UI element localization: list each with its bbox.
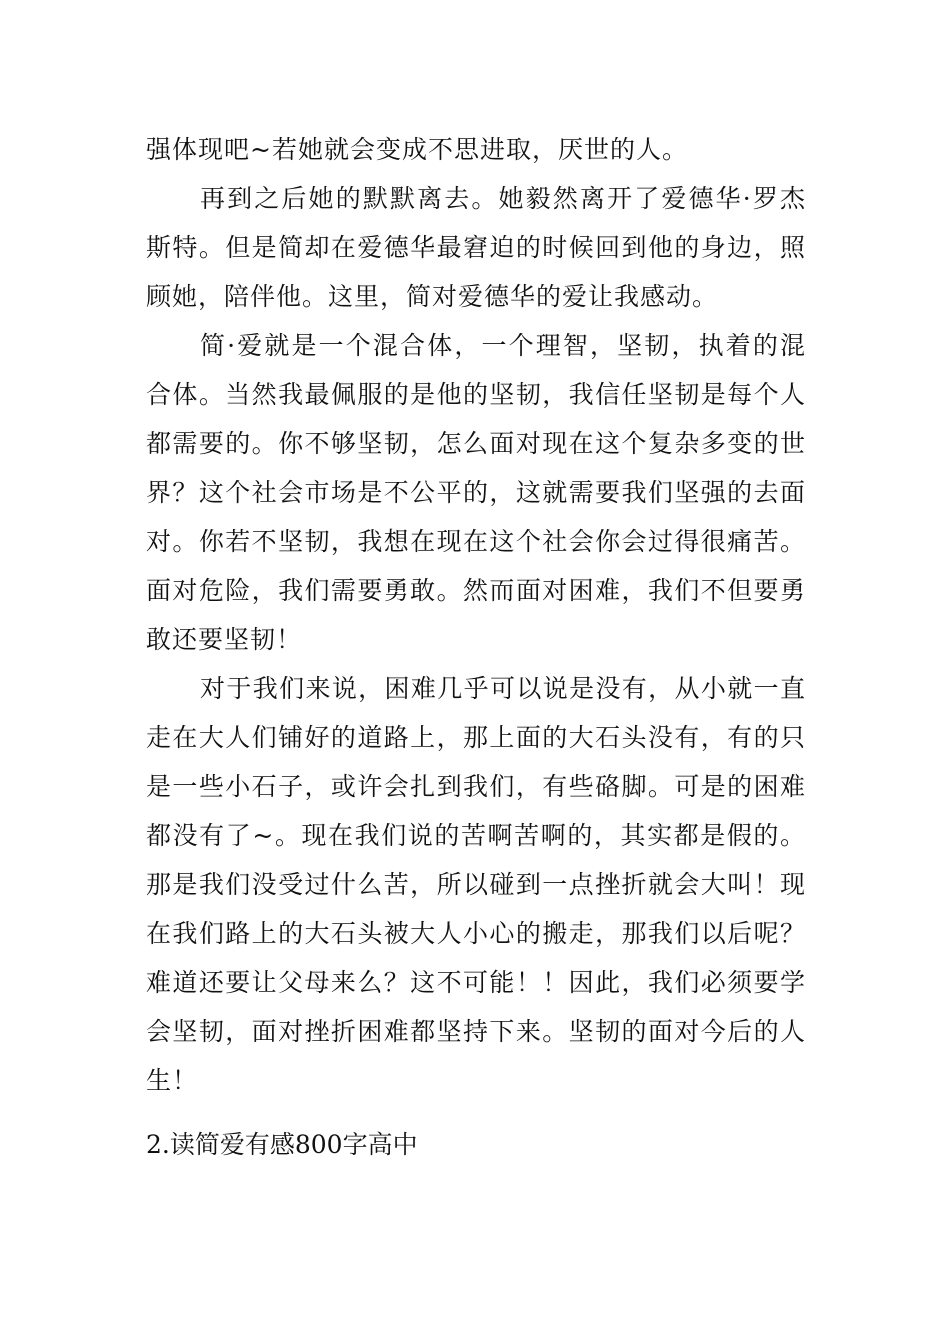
paragraph: 再到之后她的默默离去。她毅然离开了爱德华·罗杰斯特。但是简却在爱德华最窘迫的时候回到他的身边，照顾她，陪伴他。这里，简对爱德华的爱让我感动。: [146, 184, 806, 311]
section-heading: 2.读简爱有感800字高中: [146, 1130, 418, 1159]
paragraph: 对于我们来说，困难几乎可以说是没有，从小就一直走在大人们铺好的道路上，那上面的大石头没有，有的只是一些小石子，或许会扎到我们，有些硌脚。可是的困难都没有了~。现在我们说的苦啊苦啊的，其实都是假的。那是我们没受过什么苦，所以碰到一点挫折就会大叫！现在我们路上的大石头被大人小心的搬走，那我们以后呢？难道还要让父母来么？这不可能！！因此，我们必须要学会坚韧，面对挫折困难都坚持下来。坚韧的面对今后的人生！: [146, 674, 806, 1095]
paragraph: 简·爱就是一个混合体，一个理智，坚韧，执着的混合体。当然我最佩服的是他的坚韧，我信任坚韧是每个人都需要的。你不够坚韧，怎么面对现在这个复杂多变的世界？这个社会市场是不公平的，这就需要我们坚强的去面对。你若不坚韧，我想在现在这个社会你会过得很痛苦。面对危险，我们需要勇敢。然而面对困难，我们不但要勇敢还要坚韧！: [146, 331, 806, 654]
paragraph-continuation: 强体现吧~若她就会变成不思进取，厌世的人。: [146, 135, 688, 164]
document-body: [146, 125, 806, 1105]
